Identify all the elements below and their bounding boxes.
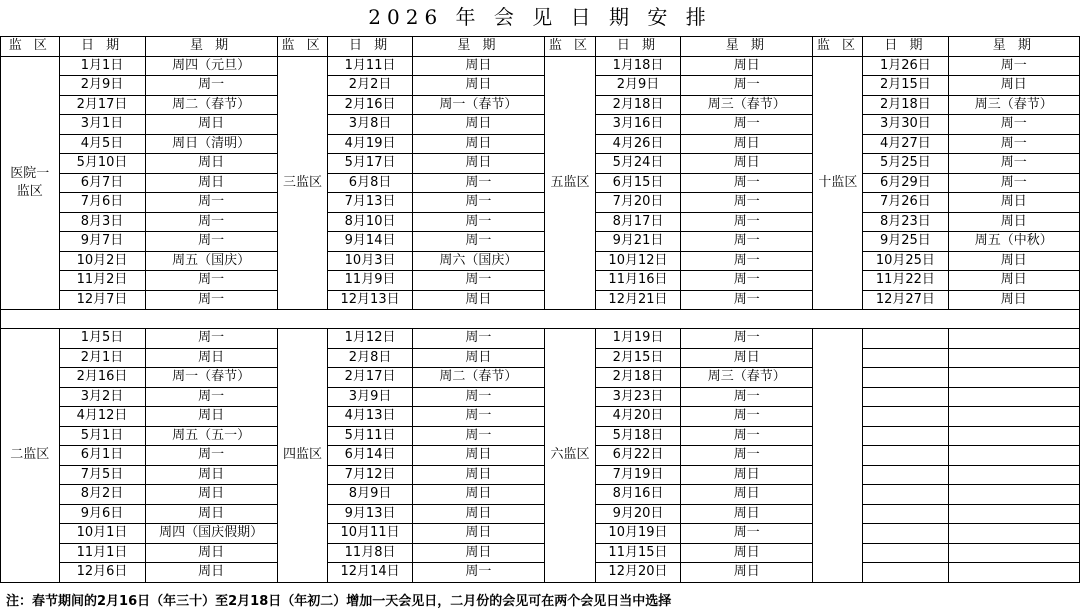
- date-cell: 8月9日: [328, 485, 412, 505]
- date-cell: 7月12日: [328, 465, 412, 485]
- date-cell: 2月1日: [59, 348, 145, 368]
- weekday-cell: 周日: [412, 543, 544, 563]
- header-row: [1, 37, 1080, 57]
- weekday-cell: 周日: [681, 348, 813, 368]
- weekday-cell: 周一: [681, 446, 813, 466]
- table-row: [1, 56, 1080, 76]
- weekday-cell: 周一: [145, 446, 277, 466]
- date-cell: [863, 426, 948, 446]
- weekday-cell: 周一: [681, 251, 813, 271]
- zone-label: 四监区: [277, 329, 328, 583]
- date-cell: 9月14日: [328, 232, 412, 252]
- date-cell: 7月13日: [328, 193, 412, 213]
- weekday-cell: 周一: [681, 426, 813, 446]
- date-cell: [863, 446, 948, 466]
- date-cell: [863, 387, 948, 407]
- table-row: [1, 426, 1080, 446]
- date-cell: 4月19日: [328, 134, 412, 154]
- date-cell: [863, 465, 948, 485]
- spacer-row: [1, 310, 1080, 329]
- weekday-cell: 周一: [681, 76, 813, 96]
- weekday-cell: 周一: [412, 426, 544, 446]
- weekday-cell: 周日: [948, 193, 1079, 213]
- header-zone: 监 区: [813, 37, 863, 57]
- date-cell: 2月18日: [595, 368, 680, 388]
- date-cell: 2月17日: [328, 368, 412, 388]
- table-row: [1, 193, 1080, 213]
- date-cell: 1月19日: [595, 329, 680, 349]
- weekday-cell: 周日: [412, 76, 544, 96]
- weekday-cell: 周五（国庆）: [145, 251, 277, 271]
- table-row: [1, 407, 1080, 427]
- weekday-cell: 周日: [948, 212, 1079, 232]
- date-cell: 11月16日: [595, 271, 680, 291]
- weekday-cell: 周日: [145, 348, 277, 368]
- table-row: [1, 95, 1080, 115]
- footnote: 注：春节期间的2月16日（年三十）至2月18日（年初二）增加一天会见日，二月份的会见可在两个会见日当中选择: [6, 594, 672, 609]
- header-zone: 监 区: [545, 37, 596, 57]
- date-cell: 8月23日: [863, 212, 948, 232]
- date-cell: [863, 348, 948, 368]
- date-cell: 12月21日: [595, 290, 680, 310]
- date-cell: 8月2日: [59, 485, 145, 505]
- weekday-cell: [948, 465, 1079, 485]
- date-cell: 5月17日: [328, 154, 412, 174]
- weekday-cell: 周一: [145, 329, 277, 349]
- weekday-cell: 周一: [412, 212, 544, 232]
- date-cell: 10月3日: [328, 251, 412, 271]
- zone-label: [813, 329, 863, 583]
- zone-label: 医院一监区: [1, 56, 60, 310]
- table-row: [1, 134, 1080, 154]
- date-cell: 10月25日: [863, 251, 948, 271]
- date-cell: 7月20日: [595, 193, 680, 213]
- weekday-cell: 周日: [145, 465, 277, 485]
- date-cell: 7月5日: [59, 465, 145, 485]
- date-cell: 7月6日: [59, 193, 145, 213]
- header-date: 日 期: [595, 37, 680, 57]
- date-cell: 1月26日: [863, 56, 948, 76]
- date-cell: 2月9日: [59, 76, 145, 96]
- weekday-cell: [948, 485, 1079, 505]
- date-cell: [863, 407, 948, 427]
- weekday-cell: 周五（中秋）: [948, 232, 1079, 252]
- weekday-cell: 周一（春节）: [412, 95, 544, 115]
- table-row: [1, 271, 1080, 291]
- date-cell: 9月6日: [59, 504, 145, 524]
- weekday-cell: 周一: [145, 290, 277, 310]
- weekday-cell: 周日: [145, 563, 277, 583]
- date-cell: 2月18日: [863, 95, 948, 115]
- header-zone: 监 区: [277, 37, 328, 57]
- weekday-cell: 周日: [412, 524, 544, 544]
- date-cell: 9月20日: [595, 504, 680, 524]
- weekday-cell: 周日: [412, 504, 544, 524]
- weekday-cell: 周日: [681, 563, 813, 583]
- weekday-cell: 周日: [412, 485, 544, 505]
- header-date: 日 期: [863, 37, 948, 57]
- weekday-cell: [948, 329, 1079, 349]
- weekday-cell: 周一: [412, 387, 544, 407]
- weekday-cell: [948, 368, 1079, 388]
- table-row: [1, 154, 1080, 174]
- date-cell: 4月13日: [328, 407, 412, 427]
- date-cell: 7月26日: [863, 193, 948, 213]
- date-cell: 2月17日: [59, 95, 145, 115]
- weekday-cell: 周日: [145, 173, 277, 193]
- date-cell: 10月12日: [595, 251, 680, 271]
- weekday-cell: 周日: [412, 290, 544, 310]
- weekday-cell: 周日: [145, 485, 277, 505]
- weekday-cell: 周日: [145, 154, 277, 174]
- weekday-cell: 周一: [681, 271, 813, 291]
- weekday-cell: 周日: [948, 76, 1079, 96]
- date-cell: 3月1日: [59, 115, 145, 135]
- weekday-cell: [948, 543, 1079, 563]
- date-cell: [863, 329, 948, 349]
- date-cell: 2月15日: [863, 76, 948, 96]
- header-week: 星 期: [681, 37, 813, 57]
- weekday-cell: 周日: [948, 290, 1079, 310]
- date-cell: 2月15日: [595, 348, 680, 368]
- date-cell: 12月13日: [328, 290, 412, 310]
- page-title: 2026 年 会 见 日 期 安 排: [368, 5, 712, 29]
- table-row: [1, 115, 1080, 135]
- date-cell: 2月9日: [595, 76, 680, 96]
- table-row: [1, 251, 1080, 271]
- zone-label: 六监区: [545, 329, 596, 583]
- date-cell: [863, 524, 948, 544]
- weekday-cell: 周一: [412, 271, 544, 291]
- weekday-cell: 周一: [681, 193, 813, 213]
- weekday-cell: 周日: [412, 134, 544, 154]
- table-row: [1, 387, 1080, 407]
- date-cell: 2月2日: [328, 76, 412, 96]
- date-cell: 5月11日: [328, 426, 412, 446]
- table-row: [1, 446, 1080, 466]
- weekday-cell: 周一: [681, 524, 813, 544]
- weekday-cell: 周日: [412, 56, 544, 76]
- header-date: 日 期: [59, 37, 145, 57]
- date-cell: 6月29日: [863, 173, 948, 193]
- table-row: [1, 524, 1080, 544]
- weekday-cell: 周日: [948, 251, 1079, 271]
- table-row: [1, 543, 1080, 563]
- weekday-cell: [948, 348, 1079, 368]
- header-week: 星 期: [412, 37, 544, 57]
- weekday-cell: 周一: [412, 329, 544, 349]
- weekday-cell: 周一: [948, 154, 1079, 174]
- weekday-cell: 周六（国庆）: [412, 251, 544, 271]
- date-cell: 12月7日: [59, 290, 145, 310]
- weekday-cell: 周一: [681, 329, 813, 349]
- weekday-cell: 周三（春节）: [681, 368, 813, 388]
- table-row: [1, 368, 1080, 388]
- date-cell: 4月5日: [59, 134, 145, 154]
- weekday-cell: 周日（清明）: [145, 134, 277, 154]
- date-cell: 11月2日: [59, 271, 145, 291]
- weekday-cell: 周日: [145, 407, 277, 427]
- date-cell: 5月18日: [595, 426, 680, 446]
- table-row: [1, 212, 1080, 232]
- date-cell: 12月20日: [595, 563, 680, 583]
- date-cell: 4月27日: [863, 134, 948, 154]
- weekday-cell: 周日: [681, 543, 813, 563]
- weekday-cell: 周三（春节）: [948, 95, 1079, 115]
- table-row: [1, 329, 1080, 349]
- weekday-cell: 周一: [412, 563, 544, 583]
- weekday-cell: 周一: [681, 232, 813, 252]
- date-cell: 3月23日: [595, 387, 680, 407]
- date-cell: 3月2日: [59, 387, 145, 407]
- date-cell: 11月22日: [863, 271, 948, 291]
- weekday-cell: 周一: [145, 76, 277, 96]
- weekday-cell: 周五（五一）: [145, 426, 277, 446]
- date-cell: 2月16日: [328, 95, 412, 115]
- date-cell: 9月7日: [59, 232, 145, 252]
- date-cell: [863, 485, 948, 505]
- date-cell: 2月18日: [595, 95, 680, 115]
- date-cell: 1月11日: [328, 56, 412, 76]
- date-cell: 2月16日: [59, 368, 145, 388]
- weekday-cell: [948, 504, 1079, 524]
- weekday-cell: [948, 524, 1079, 544]
- date-cell: [863, 543, 948, 563]
- weekday-cell: 周一: [681, 173, 813, 193]
- weekday-cell: 周一: [681, 115, 813, 135]
- date-cell: 1月5日: [59, 329, 145, 349]
- date-cell: 8月16日: [595, 485, 680, 505]
- weekday-cell: 周一: [948, 173, 1079, 193]
- table-row: [1, 232, 1080, 252]
- date-cell: 7月19日: [595, 465, 680, 485]
- weekday-cell: 周一: [145, 271, 277, 291]
- weekday-cell: 周日: [412, 446, 544, 466]
- date-cell: 10月11日: [328, 524, 412, 544]
- weekday-cell: 周日: [412, 348, 544, 368]
- weekday-cell: 周日: [681, 134, 813, 154]
- weekday-cell: 周日: [681, 154, 813, 174]
- weekday-cell: 周一: [145, 387, 277, 407]
- date-cell: [863, 563, 948, 583]
- zone-label: 二监区: [1, 329, 60, 583]
- weekday-cell: 周日: [412, 465, 544, 485]
- date-cell: 6月7日: [59, 173, 145, 193]
- header-date: 日 期: [328, 37, 412, 57]
- weekday-cell: 周日: [681, 56, 813, 76]
- weekday-cell: 周一: [948, 115, 1079, 135]
- table-row: [1, 76, 1080, 96]
- date-cell: 11月9日: [328, 271, 412, 291]
- header-week: 星 期: [948, 37, 1079, 57]
- table-row: [1, 504, 1080, 524]
- table-row: [1, 290, 1080, 310]
- date-cell: 9月21日: [595, 232, 680, 252]
- header-zone: 监 区: [1, 37, 60, 57]
- table-row: [1, 465, 1080, 485]
- date-cell: 1月18日: [595, 56, 680, 76]
- date-cell: 8月3日: [59, 212, 145, 232]
- weekday-cell: 周一: [145, 193, 277, 213]
- date-cell: 5月25日: [863, 154, 948, 174]
- date-cell: [863, 504, 948, 524]
- date-cell: 8月17日: [595, 212, 680, 232]
- date-cell: 10月2日: [59, 251, 145, 271]
- weekday-cell: [948, 426, 1079, 446]
- date-cell: 11月8日: [328, 543, 412, 563]
- zone-label: 三监区: [277, 56, 328, 310]
- weekday-cell: 周一: [145, 232, 277, 252]
- date-cell: 6月8日: [328, 173, 412, 193]
- weekday-cell: 周日: [145, 543, 277, 563]
- date-cell: 12月14日: [328, 563, 412, 583]
- weekday-cell: 周日: [412, 154, 544, 174]
- weekday-cell: [948, 387, 1079, 407]
- date-cell: 11月1日: [59, 543, 145, 563]
- date-cell: 2月8日: [328, 348, 412, 368]
- date-cell: 4月12日: [59, 407, 145, 427]
- weekday-cell: 周三（春节）: [681, 95, 813, 115]
- weekday-cell: 周一: [948, 134, 1079, 154]
- date-cell: 12月6日: [59, 563, 145, 583]
- weekday-cell: 周日: [145, 504, 277, 524]
- weekday-cell: [948, 407, 1079, 427]
- weekday-cell: 周一（春节）: [145, 368, 277, 388]
- date-cell: 6月22日: [595, 446, 680, 466]
- weekday-cell: 周一: [145, 212, 277, 232]
- weekday-cell: 周二（春节）: [145, 95, 277, 115]
- date-cell: 3月8日: [328, 115, 412, 135]
- weekday-cell: 周四（国庆假期）: [145, 524, 277, 544]
- weekday-cell: 周一: [412, 232, 544, 252]
- date-cell: 3月30日: [863, 115, 948, 135]
- weekday-cell: 周四（元旦）: [145, 56, 277, 76]
- date-cell: 5月10日: [59, 154, 145, 174]
- table-row: [1, 485, 1080, 505]
- weekday-cell: 周日: [145, 115, 277, 135]
- weekday-cell: [948, 563, 1079, 583]
- weekday-cell: [948, 446, 1079, 466]
- date-cell: 4月26日: [595, 134, 680, 154]
- weekday-cell: 周一: [412, 193, 544, 213]
- weekday-cell: 周日: [412, 115, 544, 135]
- date-cell: 8月10日: [328, 212, 412, 232]
- zone-label: 五监区: [545, 56, 596, 310]
- weekday-cell: 周日: [681, 485, 813, 505]
- weekday-cell: 周一: [412, 173, 544, 193]
- spacer-cell: [1, 310, 1080, 329]
- date-cell: 1月1日: [59, 56, 145, 76]
- date-cell: 6月15日: [595, 173, 680, 193]
- weekday-cell: 周一: [681, 407, 813, 427]
- weekday-cell: 周日: [681, 465, 813, 485]
- date-cell: 6月14日: [328, 446, 412, 466]
- header-week: 星 期: [145, 37, 277, 57]
- table-row: [1, 563, 1080, 583]
- weekday-cell: 周一: [681, 290, 813, 310]
- date-cell: 5月24日: [595, 154, 680, 174]
- weekday-cell: 周二（春节）: [412, 368, 544, 388]
- weekday-cell: 周一: [681, 387, 813, 407]
- date-cell: 9月25日: [863, 232, 948, 252]
- table-row: [1, 348, 1080, 368]
- date-cell: 12月27日: [863, 290, 948, 310]
- weekday-cell: 周一: [681, 212, 813, 232]
- date-cell: 11月15日: [595, 543, 680, 563]
- weekday-cell: 周一: [948, 56, 1079, 76]
- table-row: [1, 173, 1080, 193]
- date-cell: 3月16日: [595, 115, 680, 135]
- date-cell: 9月13日: [328, 504, 412, 524]
- date-cell: 5月1日: [59, 426, 145, 446]
- date-cell: 4月20日: [595, 407, 680, 427]
- date-cell: 6月1日: [59, 446, 145, 466]
- schedule-table: [0, 36, 1080, 583]
- weekday-cell: 周日: [948, 271, 1079, 291]
- date-cell: 10月1日: [59, 524, 145, 544]
- date-cell: 3月9日: [328, 387, 412, 407]
- weekday-cell: 周日: [681, 504, 813, 524]
- date-cell: 10月19日: [595, 524, 680, 544]
- date-cell: 1月12日: [328, 329, 412, 349]
- date-cell: [863, 368, 948, 388]
- weekday-cell: 周一: [412, 407, 544, 427]
- zone-label: 十监区: [813, 56, 863, 310]
